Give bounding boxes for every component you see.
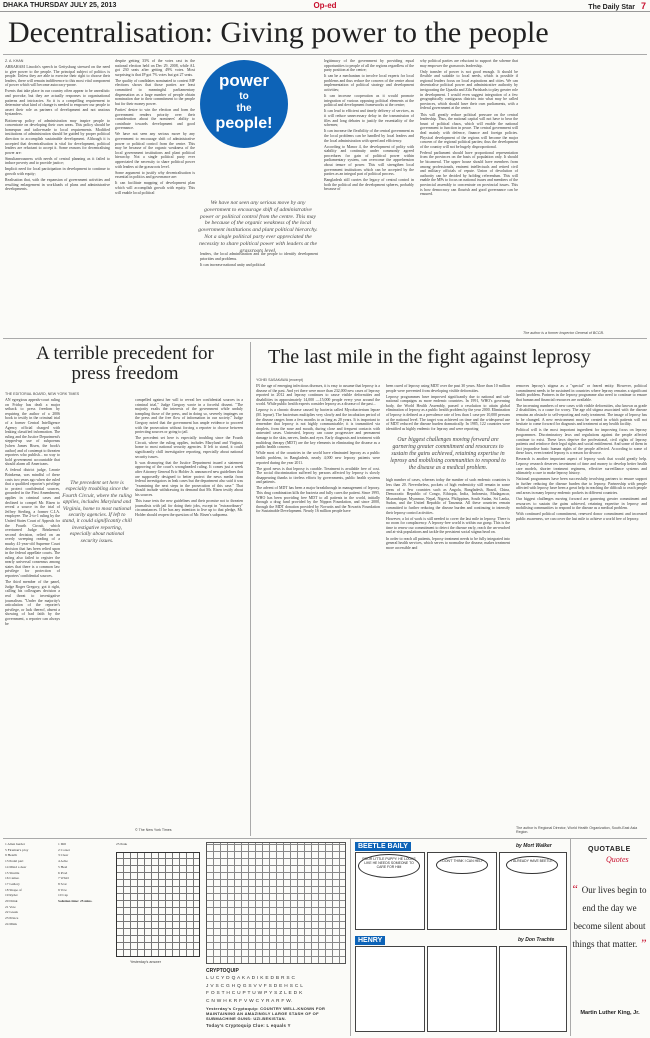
article-column-2b: leaders, the local administration and the people to identify development priorities and problems. It can increase national unity and political [200, 252, 318, 267]
cryptoquip-title: CRYPTOQUIP [206, 968, 239, 974]
speech-bubble: I ALREADY HAVE BEETLE [506, 856, 558, 874]
comic-henry-panel-3 [499, 946, 567, 1032]
comic-beetle-title: BEETLE BAILY [355, 842, 411, 851]
comic-henry-title: HENRY [355, 936, 385, 945]
comic-henry-panel-1 [355, 946, 425, 1032]
article-column-3: legitimacy of the government by providing equal opportunities to people of all the regions regardless of the party position at the centre; It can be a mechanism to involve local experts for local problems and thus reduce the concern of the centre about implementation of political strategy and development activities; It can increase cooperation as it would promote integration of various opposing political elements at the political and development frameworks at the centre; It can lead to efficient and timely delivery of services, as it will reduce unnecessary delay in the transmission of files and long debates to justify the essentiality of the schemes; It can increase the flexibility of the central government as the local problems can be handled by local leaders and the local administration with speed and efficiency. According to Manor 4, the development of polity with stability and continuity under commonly agreed procedures for gain of political power within parliamentary system, can overcome the apprehension about tenure of power. This will strengthen local government institutions which can be accepted by the parties as an integral part of political process. Bangladesh still carries the legacy of central control in both the political and the development spheres, probably because of [324, 59, 414, 192]
cryptoquip-puzzle: L U C Y D Q A K A D I K E D B R S C J V S C G H Q G S V V F S D E H S C L F O S T H C U P T U W P Y S Z L E D K C N W H K R F V W C Y R A R F W. Yesterday's Cryptoquip: COUNTRY WELL-KNOWN FOR MAINTAINING AN AMAZINGLY LARGE STASH OF OF SUBMACHINE GUNS: UZI-BEKISTAN. Today's Cryptoquip Clue: L equals Y [206, 976, 326, 1028]
byline: Z. A. KHAN [5, 59, 24, 63]
crossword-grid[interactable] [116, 852, 200, 957]
crossword-answer-grid [206, 842, 346, 964]
article-3-credit: The author is Regional Director, World Health Organization, South-East Asia Region. [516, 826, 638, 834]
speech-bubble: I DON'T THINK I CAN HELP [436, 856, 488, 874]
article-2-pull-quote: The precedent set here is especially troubling since the Fourth Circuit, where the ruling applies, includes Maryland and Virginia, home to most national security agencies. If left to stand, it could significantly chill investigative reporting, especially about national security issues. [62, 480, 132, 544]
illustration-word-power: power [218, 71, 270, 90]
article-3-column-2: been cured of leprosy using MDT over the past 30 years. More than 10 million people were prevented from developing visible deformities. Leprosy programmes have improved significantly due to national and sub-national campaigns as more endemic countries. In 1991, WHO's governing body, the World Health Assembly, passed a resolution to attain global elimination of leprosy as a public health problem by the year 2000. Elimination of leprosy is defined as a prevalence rate of less than 1 case per 10,000 persons at the national level. The target was achieved on time and the widespread use of MDT reduced the disease burden dramatically. In 1985, 122 countries were identified as highly endemic for leprosy and were reporting Our biggest challenges moving forward are garnering greater commitment and resources to sustain the gains achieved, retaining expertise in leprosy and mobilising communities to respond to the disease as a medical problem. high number of cases, whereas today the number of such endemic countries is less than 20. Nevertheless, pockets of high endemicity still remain in some areas of a few countries such as Angola, Bangladesh, Brazil, China, Democratic Republic of Congo, Ethiopia, India, Indonesia, Madagascar, Mozambique, Myanmar, Nepal, Nigeria, Philippines, South Sudan, Sri Lanka, Sudan, and the United Republic of Tanzania. All these countries remain committed to further reducing the disease burden and continuing to intensify their leprosy control activities. However, a lot of work is still needed to cover the last mile in leprosy. There is no room for complacency. A leprosy-free world is within our grasp. This is the time to renew our commitment to detect the disease early, reach the un-reached and at-risk populations and tackle the persistent social stigma head on. In order to reach all patients, leprosy treatment needs to be fully integrated into general health services, which serves to normalise the disease, makes treatment more accessible and [386, 384, 510, 550]
article-column-5 [523, 59, 647, 327]
article-2-title: A terrible precedent for press freedom [36, 343, 214, 384]
comic-henry-author: by Don Trachte [518, 937, 555, 943]
article-3-column-1: IN the age of emerging infectious diseases, it is easy to assume that leprosy is a disease of the past. And yet there were more than 232,000 new cases of leprosy reported in 2012 and leprosy continues to cause visible deformities and disabilities in approximately 14,000 —15,000 people every year around the world. While public health experts consider leprosy as a disease of the past... Leprosy is a chronic disease caused by bacteria called Mycobacterium leprae (M. leprae). The bacterium multiplies very slowly and the incubation period of the disease ranges from a few months to as long as 20 years. It is important to remember that leprosy is not highly communicable; it is transmitted via droplets, from the nose and mouth, during close and frequent contacts with untreated cases. Untreated, leprosy can cause progressive and permanent damage to the skin, nerves, limbs and eyes. Early diagnosis and treatment with multidrug therapy (MDT) are the key elements in eliminating the disease as a public health concern. While most of the countries in the world have eliminated leprosy as a public health problem, in Bangladesh, nearly 4,000 new leprosy patients were reported during the year 2011. The good news is that leprosy is curable. Treatment is available free of cost. The social discrimination suffered by persons affected by leprosy is slowly disappearing thanks to tireless efforts by governments, public health systems and patients. The advent of MDT has been a major breakthrough in management of leprosy. This drug combination kills the bacteria and fully cures the patient. Since 1995, WHO has been providing free MDT to all patients in the world, initially through a drug fund provided by the Nippon Foundation, and since 2000, through the MDT donation provided by Novartis and the Novartis Foundation for Sustainable Development. Nearly 16 million people have [256, 384, 380, 514]
illustration-word-the: the [236, 103, 252, 114]
quote-text: Our lives begin to end the day we become silent about things that matter. [572, 885, 647, 949]
article-3-byline: YOHEI SASAKAWA (excerpt) [256, 378, 304, 382]
page-header [0, 0, 650, 12]
divider [250, 342, 251, 836]
article-column-2: despite getting 33% of the votes cast in the national election held on Dec 29, 2008, while AL got 230 seats after getting 49% votes. Most surprising is that JP got 7% votes but got 27 seats. The quality of candidates nominated to contest MP elections shows that those parties are least committed to meaningful parliamentary dispensation as a large number of people obtain nomination due to their commitment to the people but for their money power. Parties' desire to win the election and form the government renders priority over their consideration about the nominees' ability to contribute towards development and good governance. We have not seen any serious move by any government to encourage shift of administrative power or political control from the centre. This may be because of the organic weakness of the local government institutions and plant political hierarchy. Not a single political party ever appreciated the necessity to share political power with leaders at the grassroots level. Some argument to justify why decentralisation is essential in politics and governance are: It can facilitate mapping of development plan which will accomplish growth with equity. This will enable local political [115, 59, 195, 195]
quote-mark-icon: “ [572, 882, 578, 896]
quote-mark-icon: ” [641, 936, 647, 950]
pull-quote: We have not seen any serious move by any government to encourage shift of administrative power or political control from the centre. This may be because of the organic weakness of the local government institutions and plant political hierarchy. Not a single political party ever appreciated the necessity to share political power with leaders at the grassroots level. [198, 200, 318, 254]
page-title: Decentralisation: Giving power to the people [8, 16, 549, 49]
article-2-body-2: compelled against her will to reveal her confidential sources in a criminal trial," Judge Gregory wrote in a forceful dissent. "The majority exalts the interests of the government while unduly trampling those of the press, and in doing so, severely impinges on the press and the free flow of information in our society." Judge Gregory noted that the government has ample evidence to proceed with the prosecution without forcing a reporter to choose between protecting sources or going to jail. The precedent set here is especially troubling since the Fourth Circuit, where the ruling applies, includes Maryland and Virginia, home to most national security agencies. If left to stand, it could significantly chill investigative reporting, especially about national security issues. It was dismaying that the Justice Department issued a statement approving of the court's wrongheaded ruling. It comes just a week after Attorney General Eric Holder Jr. announced new guidelines that are supposedly designed to better protect the news media from federal investigators in leak cases but the department also said it was "examining the next steps in the prosecution of this case." That should include withdrawing its demand that Mr. Risen testify about his sources. This issue tests the new guidelines and their promise not to threaten journalists with jail for doing their jobs, except in "extraordinary" circumstances. If he has any intention to live up to that pledge, Mr. Holder should reopen the question of Mr. Risen's subpoena. [135, 398, 243, 517]
page-number: 7 [640, 1, 646, 11]
comic-henry-panel-2 [427, 946, 497, 1032]
divider [570, 838, 571, 1036]
crossword-across-clues: 1 Alien herder 5 Fireman's ploy 9 Hearth 13 Pedal part 14 Mind a deer 15 Shuttle 16 Cameo 17 Gallery 18 Shape of 19 Ryder 20 Drink 21 Vote 22 Greek 23 Prince 24 Mink [5, 842, 29, 926]
article-column-4: why political parties are reluctant to support the scheme that may empower the grassroots leadership. Only transfer of power is not good enough. It should be flexible and suitable to local needs, which is possible if regional leaders focus on local aspirations and cities. We can decentralise political power and administrative authority by invigorating the Upazila and Zila Parishads to play greater role in development. I would even suggest integration of a few geographically contiguous districts into what may be called provinces, which should have their own parliaments, with a federal government at the centre. This will greatly reduce political pressure on the central leadership. Thus, the national capital will not have to bear the brunt of political chaos, which will enable the national government to function in peace. The central government will deal mainly with defence, finance and foreign policies. Physical development of the regions will become the major concern of the regional political parties; thus the development of the country will not be hugely disproportional. Federal parliament should have proportional representation from the provinces on the basis of population only. It should be bicameral. The upper house should have members from among professionals, eminent intellectuals and retired civil and military officials of repute. Union of devolution of authority can be decided by holding referendum. This will enable the MPs to focus on national issues and members of the provincial assembly to concentrate on provincial issues. This is how democracy can flourish and good governance can be ensured. [420, 59, 518, 197]
article-2-byline: THE EDITORIAL BOARD, NEW YORK TIMES [5, 392, 80, 396]
quotable-subtitle: Quotes [606, 855, 629, 864]
article-2-credit: © The New York Times [135, 828, 172, 832]
quote-author: Martin Luther King, Jr. [580, 1010, 640, 1016]
crossword-yesterday-label: Yesterday's answer [130, 960, 161, 964]
article-3-title: The last mile in the fight against leprosy [268, 346, 591, 368]
article-2-body: AN egregious appeals-court ruling on Friday has dealt a major setback to press freedom by requiring the author of a 2006 book to testify in the criminal trial of a former Central Intelligence Agency official charged with leaking classified information. The ruling and the Justice Department's stepped-up use of subpoenas [when James Risen, the book's author] and of contempt to threaten reporters who publish... no way to hold government accountable that should alarm all Americans. A federal district judge, Leonie Brinkema, was mindful of these costs two years ago when she ruled that a qualified reporter's privilege to protect confidential sources, grounded in the First Amendment, applies in criminal cases and declined to compel Mr. Risen to reveal a source in the trial of Jeffrey Sterling, a former C.I.A. employee. The 2-to-1 ruling by the United States Court of Appeals for the Fourth Circuit, which overturned Judge Brinkema's second decision, relied on an overly sweeping reading of a murky 41-year-old Supreme Court decision that has been relied upon in the federal appellate courts. The ruling also failed to register the nearly universal consensus among states that there is a common law privilege for protection of reporters' confidential sources. The third member of the panel, Judge Roger Gregory, got it right, calling his colleagues decision a real threat to investigative journalism. "Under the majority's articulation of the reporter's privilege, or lack thereof, absent a showing of bad faith by the government, a reporter can always be [5, 398, 60, 626]
author-note: The author is a former Inspector General of BCCB. [523, 331, 604, 335]
illustration-word-to: to [239, 91, 249, 102]
quote-block [572, 880, 647, 952]
divider [3, 54, 647, 55]
crossword-down-clues: 1 Dill 2 Corset 3 Clear 4 Ache 5 Heel 6 Prod 7 Whirl 8 Scar 9 Vow 10 Cap Solution time: 25 mins. [58, 842, 93, 904]
masthead: The Daily Star 7 [588, 1, 646, 11]
paper-date: DHAKA THURSDAY JULY 25, 2013 [3, 2, 117, 9]
divider [3, 338, 647, 339]
divider [350, 838, 351, 1036]
article-3-column-3: removes leprosy's stigma as a "special" or feared entity. However, political commitment needs to be sustained in countries where leprosy remains a significant health problem. Partners in the leprosy programme also need to continue to ensure that human and financial resources are available. The increasing numbers of new cases with visible deformities, also known as grade 2 disabilities, is a cause for worry. The age old stigma associated with the disease remains an obstacle to self-reporting and early treatment. The image of leprosy has to be changed. A new environment must be created in which patients will not hesitate to come forward for diagnosis and treatment at any health facility. Political will is the most important ingredient for improving focus on leprosy programmes. Discriminatory laws and regulations against the people affected continue to exist. These laws deprive the professional, civil rights of leprosy patients and reinforce their legal rights and social entitlement. And some of them in fact jeopardise basic human rights of the people affected. According to some of these laws, even treated leprosy is a reason for divorce. Research is another important aspect of leprosy work that would greatly help. Leprosy research deserves investment of time and money to develop better health care models, shorter treatment regimens, effective surveillance systems and ultimately a cure to make leprosy history. National programmes have been successfully involving partners to ensure support in further reducing the disease burden due to leprosy. Partnership with people affected with leprosy have been a great help in reaching the difficult to reach people and areas in many leprosy endemic pockets in different countries. Our biggest challenges moving forward are garnering greater commitment and resources to sustain the gains achieved, retaining expertise in leprosy and mobilising communities to respond to the disease as a medical problem. With continued political commitment, renewed donor commitment and increased public awareness, we can cover the last mile to achieve a world free of leprosy. [516, 384, 647, 522]
article-column-1: ABRAHAM Lincoln's speech in Gettysburg stressed on the need to give power to the people. The principal subject of politics is people. Unless they are able to exercise their right to choose their leaders, there will remain indifference to this most vital component of power which will become autocracy-prone. Events that take place in our country often appear to be unrealistic and provoke, but they are actually responses to organisational patterns and intricacies. So it is a compelling requirement to determine what kind of change is needed to empower our people to assert their role as partners of development and not anxious bystanders. Bottom-up policy of administration may inspire people to concentrate on developing their own areas. This policy should be homespun and tailor-made to local requirements. Modified institutions of administration should be guided by proper political direction to accomplish sustainable development. Although it is accepted that decentralisation is vital for development, political leaders are reluctant to accept it. Some reasons for decentralising power are: Simultaneousness with needs of central planning as it failed to induce poverty and to provide justice; Implicit need for local participation in development to continue to growth with equity; Realisation that, with the expansion of government activities and resulting enlargement in workloads of plans and administrative developments. [5, 65, 110, 192]
section-label: Op-ed [313, 1, 337, 10]
illustration-word-people: people! [215, 115, 273, 132]
crossword-more-clues: 25 Peak [116, 842, 128, 846]
divider [3, 838, 647, 839]
comic-beetle-author: by Mort Walker [516, 843, 552, 849]
speech-bubble: POOR LITTLE PUPPY. HE LOOKS LIKE HE NEEDS SOMEONE TO CARE FOR HIM [358, 854, 420, 878]
quotable-title: QUOTABLE [588, 846, 631, 853]
